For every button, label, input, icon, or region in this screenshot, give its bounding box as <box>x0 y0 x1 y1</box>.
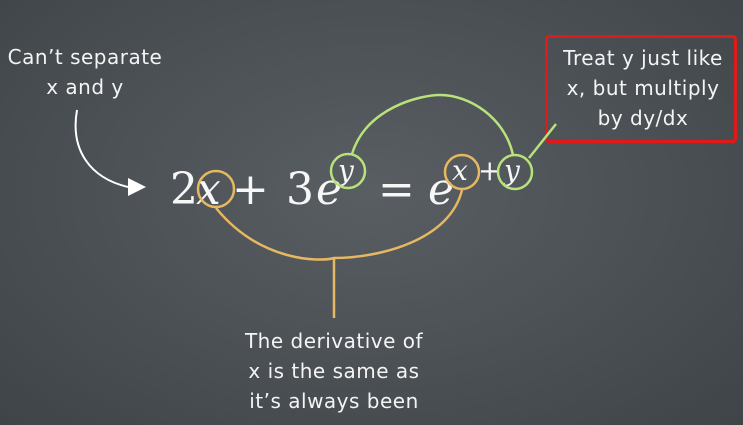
eq-base-e2: e <box>428 164 455 215</box>
eq-var-x: x <box>196 164 221 215</box>
eq-exp2-plus: + <box>478 154 502 187</box>
note-line: Can’t separate <box>7 45 163 69</box>
arrow-head-icon <box>128 178 146 196</box>
note-line: x and y <box>46 75 124 99</box>
eq-plus: + <box>232 164 269 215</box>
eq-exp-y: y <box>338 154 354 187</box>
curved-arrow <box>76 110 128 187</box>
note-line: x is the same as <box>248 359 420 383</box>
note-line: The derivative of <box>244 329 424 353</box>
note-line: Treat y just like <box>563 46 723 70</box>
eq-exp2-x: x <box>452 154 468 187</box>
note-line: by dy/dx <box>597 106 689 130</box>
eq-equals: = <box>378 164 415 215</box>
eq-coef-3: 3 <box>286 164 314 215</box>
green-pointer-line <box>529 124 556 158</box>
note-line: x, but multiply <box>566 76 720 100</box>
note-line: it’s always been <box>249 389 419 413</box>
green-connector-arc <box>352 95 513 155</box>
eq-exp2-y: y <box>504 154 520 187</box>
eq-base-e: e <box>316 164 343 215</box>
eq-coef-2: 2 <box>170 164 198 215</box>
